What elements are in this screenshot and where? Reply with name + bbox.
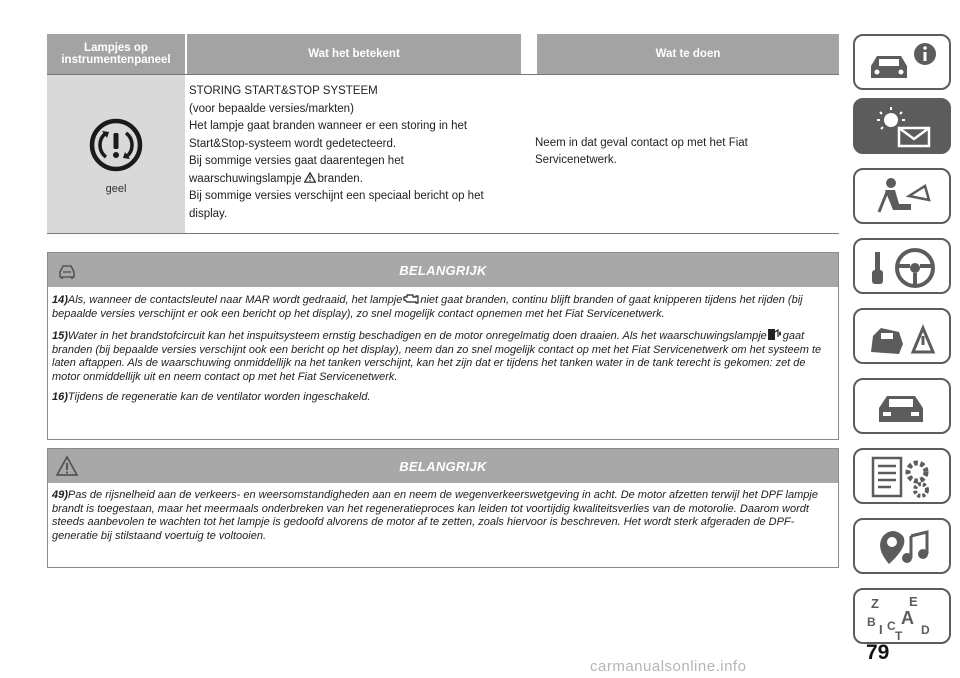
start-stop-failure-icon [84, 113, 148, 177]
warning-lights-icon [865, 104, 941, 150]
tab-index[interactable] [853, 588, 951, 644]
meaning-line: (voor bepaalde versies/markten) [189, 102, 354, 115]
action-line: Servicenetwerk. [535, 154, 617, 166]
key-steering-wheel-icon [865, 244, 941, 290]
meaning-line: Het lampje gaat branden wanneer er een storing in het [189, 120, 468, 132]
warning-triangle-icon [56, 455, 78, 477]
index-letter: Z [871, 596, 879, 611]
meaning-line: STORING START&STOP SYSTEEM [189, 85, 378, 97]
index-letter: C [887, 619, 896, 633]
header-meaning: Wat het betekent [187, 34, 521, 74]
tab-starting-driving[interactable] [853, 238, 951, 294]
notice-item: 49)Pas de rijsnelheid aan de verkeers- en weersomstandigheden aan en neem de wegenverkeerswetgeving in acht. De motor afzetten terwijl het DPF lampje brandt is toegestaan, maar het meermaals onderbreken van het regeneratieproces kan leiden tot voortijdig kwaliteitsverlies van de motorolie. Daarom wordt steeds aanbevolen te wachten tot het lampje is gedoofd alvorens de motor af te zetten, zoals hiervoor is beschreven. Het wordt sterk afgeraden de DPF-generatie bij stilstaand voertuig te voltooien. [52, 489, 818, 542]
tab-warning-lights[interactable] [853, 98, 951, 154]
tab-maintenance[interactable] [853, 378, 951, 434]
table-header [47, 34, 839, 74]
table-row [47, 74, 839, 234]
tab-emergency[interactable] [853, 308, 951, 364]
warning-lights-table [47, 34, 839, 234]
header-action: Wat te doen [537, 34, 839, 74]
tab-technical-data[interactable] [853, 448, 951, 504]
meaning-line: Start&Stop-systeem wordt gedetecteerd. [189, 137, 397, 150]
index-letter: A [901, 608, 914, 628]
multimedia-icon [865, 524, 941, 570]
notice-title: BELANGRIJK [399, 458, 487, 474]
notice-item: 15)Water in het brandstofcircuit kan het inspuitsysteem ernstig beschadigen en de motor onregelmatig doen draaien. Als het waarschuwingslampje gaat branden (bij bepaalde versies verschijnt ook een bericht op het display), neem dan zo snel mogelijk contact op met het Fiat Servicenetwerk om het systeem te laten aftappen. Als de waarschuwing onmiddellijk na het tanken verschijnt, kan het zijn dat er tijdens het tanken water in de tank terecht is gekomen: zet de motor onmiddellijk uit en neem contact op met het Fiat Servicenetwerk. [52, 327, 834, 384]
important-notice-2 [47, 448, 839, 568]
notice-header [48, 449, 838, 483]
meaning-line-with-icon: waarschuwingslampje branden. [189, 172, 363, 185]
watermark: carmanualsonline.info [590, 658, 747, 675]
page-number: 79 [866, 641, 890, 664]
notice-body [48, 287, 838, 416]
meaning-line: display. [189, 207, 228, 220]
meaning-line: Bij sommige versies gaat daarentegen het [189, 155, 404, 167]
notice-header [48, 253, 838, 287]
index-letter: I [879, 622, 883, 637]
car-emergency-icon [865, 314, 941, 360]
important-notice-1 [47, 252, 839, 440]
specs-gears-icon [865, 454, 941, 500]
action-line: Neem in dat geval contact op met het Fiat [535, 136, 748, 149]
index-letter: E [909, 594, 918, 609]
tab-safety[interactable] [853, 168, 951, 224]
notice-item: 16)Tijdens de regeneratie kan de ventilator worden ingeschakeld. [52, 390, 371, 403]
action-cell [523, 75, 839, 233]
car-caution-icon [56, 259, 78, 281]
tab-getting-to-know-car[interactable] [853, 34, 951, 90]
index-letter: B [867, 615, 876, 629]
car-info-icon [865, 40, 941, 86]
alphabetical-index-icon [865, 594, 941, 640]
car-maintenance-icon [865, 384, 941, 430]
index-letter: D [921, 623, 930, 637]
warning-triangle-icon [304, 172, 316, 183]
meaning-line: Bij sommige versies verschijnt een speciaal bericht op het [189, 190, 484, 202]
seat-airbag-icon [865, 174, 941, 220]
meaning-cell [185, 75, 523, 233]
water-in-fuel-icon [767, 327, 783, 341]
lamp-cell [47, 75, 185, 233]
engine-check-icon [402, 293, 420, 305]
lamp-color-label: geel [105, 183, 127, 195]
notice-title: BELANGRIJK [399, 262, 487, 278]
header-lamps: Lampjes op instrumentenpaneel [47, 34, 185, 74]
tab-multimedia[interactable] [853, 518, 951, 574]
notice-body [48, 483, 838, 555]
notice-item: 14)Als, wanneer de contactsleutel naar MAR wordt gedraaid, het lampje niet gaat branden, continu blijft branden of gaat knipperen tijdens het rijden (bij bepaalde versies verschijnt er ook een bericht op het display), zo snel mogelijk contact opnemen met het Fiat Servicenetwerk. [52, 294, 803, 320]
index-letter: T [895, 629, 903, 640]
